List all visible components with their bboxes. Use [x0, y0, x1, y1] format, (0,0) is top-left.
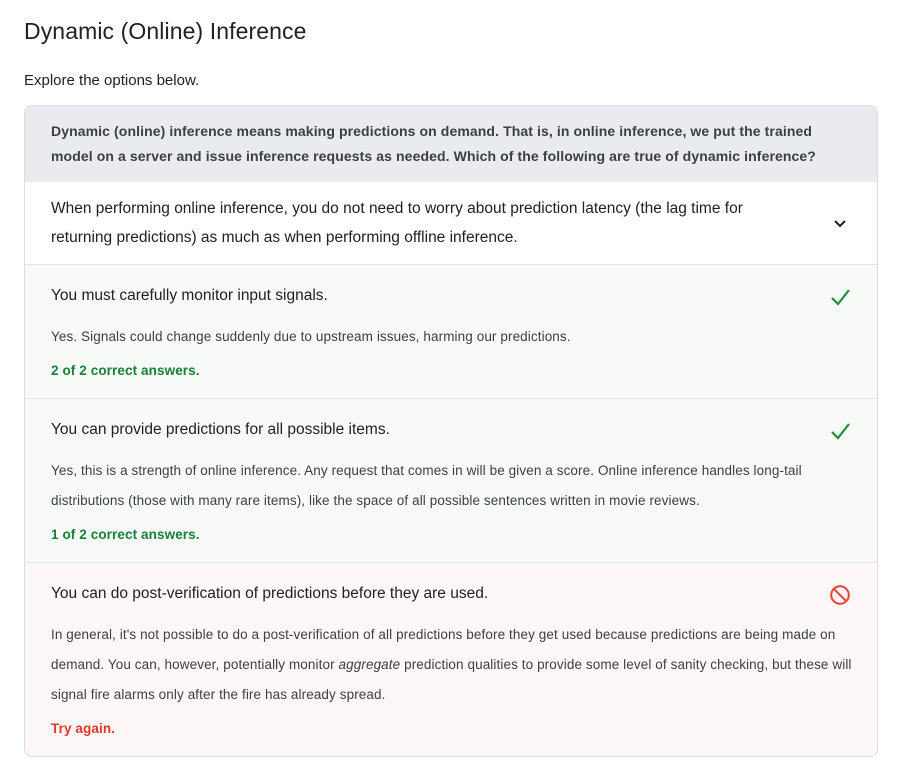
block-icon: [827, 582, 853, 608]
quiz-card: [24, 105, 878, 757]
explanation-part: prediction qualities to provide some level of sanity checking, but these will signal fire alarms only after the fire has already spread.: [51, 657, 852, 702]
option-header[interactable]: [51, 582, 853, 608]
page-title: Dynamic (Online) Inference: [24, 18, 307, 44]
option-label: You can do post-verification of predictions before they are used.: [51, 585, 489, 602]
check-icon: [827, 418, 853, 444]
option-header[interactable]: [51, 418, 853, 444]
question-text: Dynamic (online) inference means making predictions on demand. That is, in online inference, we put the trained model on a server and issue inference requests as needed. Which of the following are true of dynamic inference?: [51, 123, 816, 164]
chevron-down-icon[interactable]: [827, 210, 853, 236]
option-label: When performing online inference, you do not need to worry about prediction latency (the lag time for returning predictions) as much as when performing offline inference.: [51, 200, 743, 246]
option-section-incorrect: [25, 562, 877, 756]
option-row-collapsed[interactable]: [25, 182, 877, 264]
intro-text: Explore the options below.: [24, 72, 200, 89]
feedback-text: 1 of 2 correct answers.: [51, 527, 200, 542]
option-header[interactable]: [51, 284, 853, 310]
option-explanation: [51, 620, 853, 710]
option-label: You can provide predictions for all possible items.: [51, 421, 390, 438]
option-explanation: Yes, this is a strength of online inference. Any request that comes in will be given a score. Online inference handles long-tail distributions (those with many rare items), like the space of all possible sentences written in movie reviews.: [51, 463, 802, 508]
explanation-part-italic: aggregate: [338, 657, 401, 672]
option-label: You must carefully monitor input signals.: [51, 287, 328, 304]
feedback-text: Try again.: [51, 721, 116, 736]
question-header: [25, 106, 877, 182]
explanation-part: In general, it's not possible to do a post-verification of all predictions before they get used because predictions are being made on demand. You can, however, potentially monitor: [51, 627, 836, 672]
option-explanation: Yes. Signals could change suddenly due to upstream issues, harming our predictions.: [51, 329, 571, 344]
feedback-text: 2 of 2 correct answers.: [51, 363, 200, 378]
option-section-correct: [25, 398, 877, 562]
option-section-correct: [25, 264, 877, 398]
check-icon: [827, 284, 853, 310]
